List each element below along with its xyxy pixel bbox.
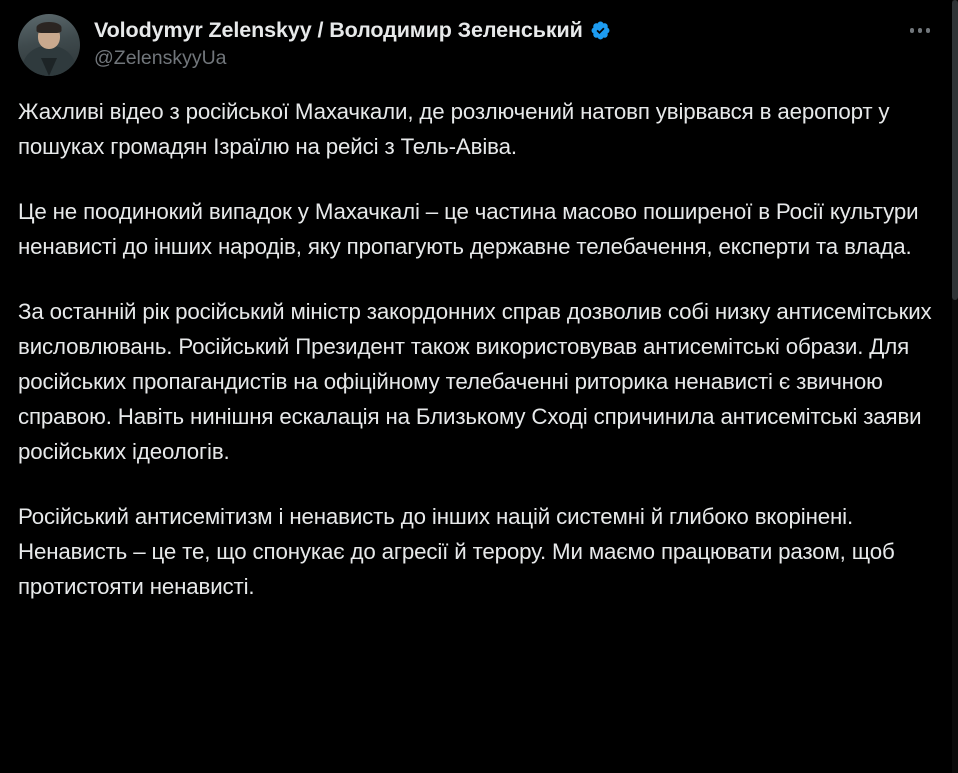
tweet-header [18,14,940,76]
tweet-paragraph: Російський антисемітизм і ненависть до інших націй системні й глибоко вкорінені. Ненависть – це те, що спонукає до агресії й терору. Ми маємо працювати разом, щоб протистояти ненависті. [18,504,895,599]
author-display-name[interactable]: Volodymyr Zelenskyy / Володимир Зеленський [94,18,583,42]
avatar-hair-shape [37,22,62,33]
more-dot [926,28,931,33]
tweet-text [18,94,940,604]
vertical-scrollbar[interactable] [952,0,958,773]
more-dot [910,28,915,33]
more-options-icon[interactable] [904,22,937,39]
author-names [94,14,611,70]
verified-badge-icon [590,20,611,41]
scrollbar-thumb[interactable] [952,0,958,300]
avatar[interactable] [18,14,80,76]
author-handle[interactable]: @ZelenskyyUa [94,47,227,69]
tweet-paragraph: Це не поодинокий випадок у Махачкалі – це частина масово поширеної в Росії культури ненависті до інших народів, яку пропагують державне телебачення, експерти та влада. [18,199,919,259]
tweet-paragraph: За останній рік російський міністр закордонних справ дозволив собі низку антисемітських висловлювань. Російський Президент також використовував антисемітські образи. Для російських пропагандистів на офіційному телебаченні риторика ненависті є звичною справою. Навіть нинішня ескалація на Близькому Сході спричинила антисемітські заяви російських ідеологів. [18,299,932,464]
author-name-row [94,18,611,43]
tweet-paragraph: Жахливі відео з російської Махачкали, де розлючений натовп увірвався в аеропорт у пошуках громадян Ізраїлю на рейсі з Тель-Авіва. [18,99,890,159]
more-dot [918,28,923,33]
